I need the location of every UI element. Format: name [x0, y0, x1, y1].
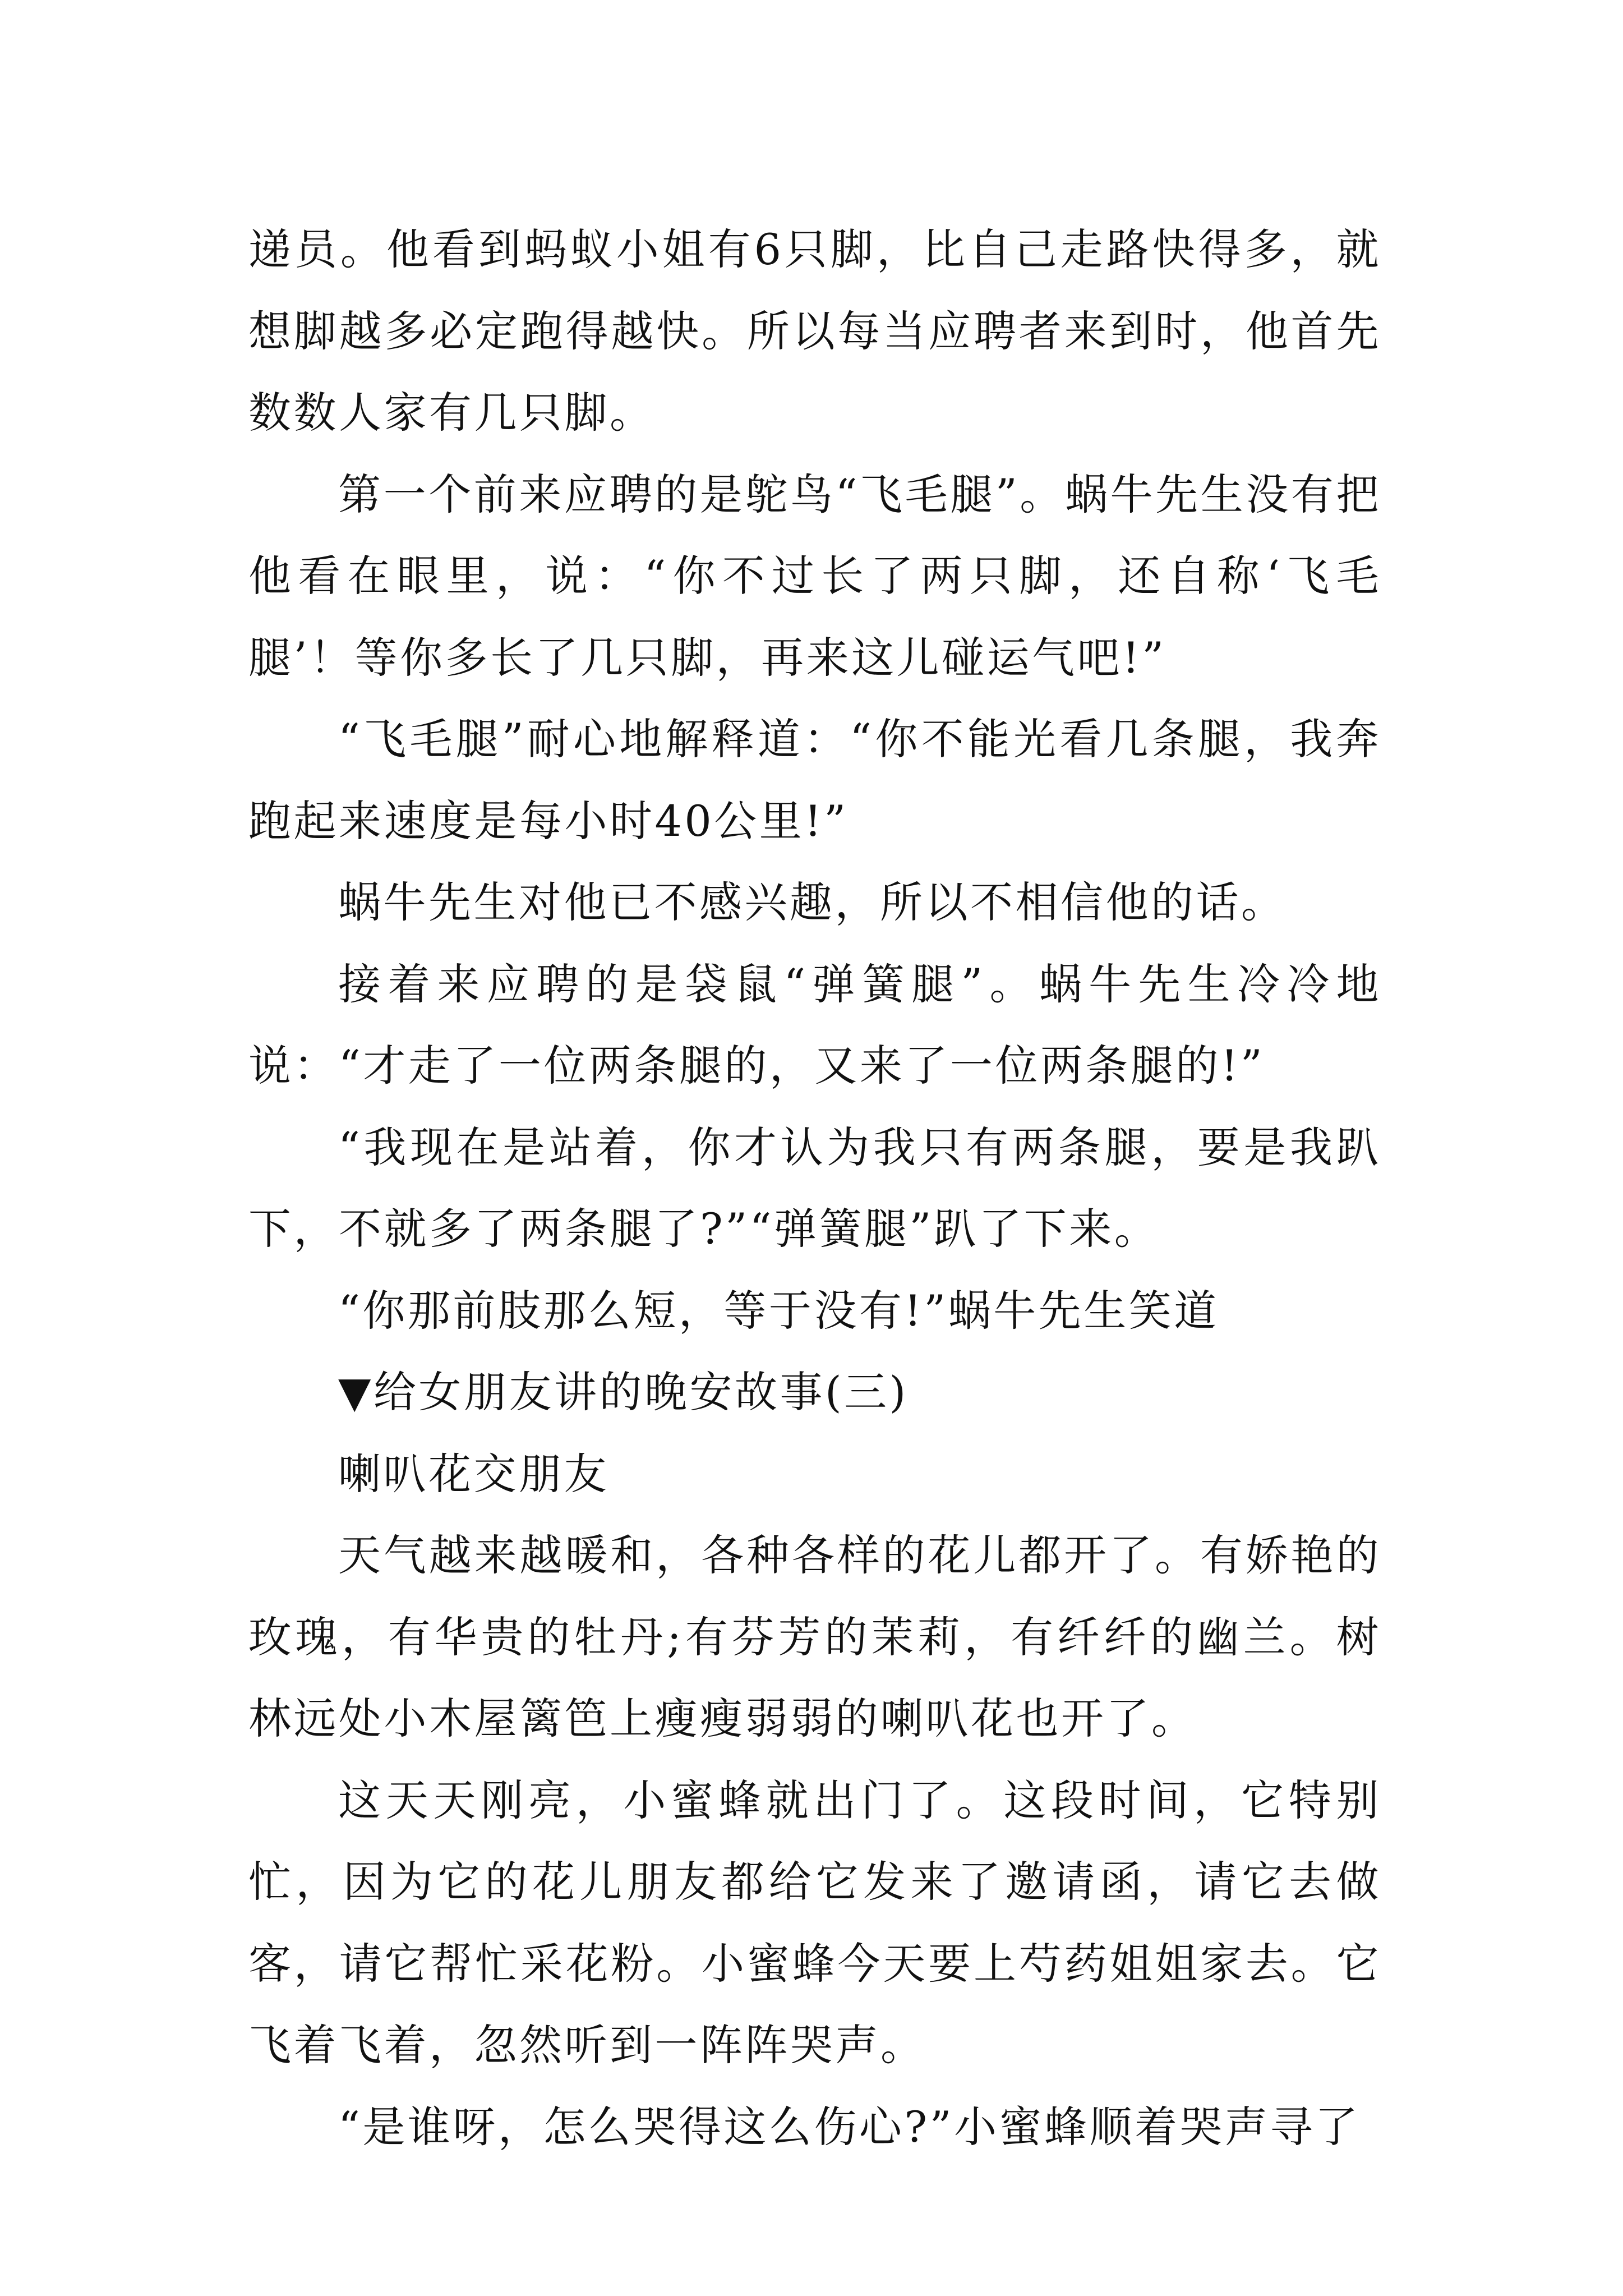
paragraph-kangaroo-applies: 接着来应聘的是袋鼠“弹簧腿”。蜗牛先生冷冷地说：“才走了一位两条腿的，又来了一位两条腿的!” — [248, 959, 1381, 1091]
story-text-block — [248, 209, 1381, 2168]
paragraph-who-is-crying: “是谁呀，怎么哭得这么伤心?”小蜜蜂顺着哭声寻了 — [338, 2101, 1361, 2152]
paragraph-flowers-bloom: 天气越来越暖和，各种各样的花儿都开了。有娇艳的玫瑰，有华贵的牡丹;有芬芳的茉莉，有纤纤的幽兰。树林远处小木屋篱笆上瘦瘦弱弱的喇叭花也开了。 — [248, 1530, 1381, 1743]
story-title: 喇叭花交朋友 — [338, 1448, 609, 1499]
paragraph-courier-hiring: 递员。他看到蚂蚁小姐有6只脚，比自己走路快得多，就想脚越多必定跑得越快。所以每当应聘者来到时，他首先数数人家有几只脚。 — [248, 224, 1381, 438]
paragraph-ostrich-applies: 第一个前来应聘的是鸵鸟“飞毛腿”。蜗牛先生没有把他看在眼里，说：“你不过长了两只脚，还自称‘飞毛腿’！等你多长了几只脚，再来这儿碰运气吧!” — [248, 469, 1381, 683]
paragraph-ostrich-explains: “飞毛腿”耐心地解释道：“你不能光看几条腿，我奔跑起来速度是每小时40公里!” — [248, 714, 1381, 846]
paragraph-kangaroo-lies-down: “我现在是站着，你才认为我只有两条腿，要是我趴下，不就多了两条腿了?”“弹簧腿”趴了下来。 — [248, 1122, 1381, 1254]
paragraph-snail-laughs: “你那前肢那么短，等于没有!”蜗牛先生笑道 — [338, 1285, 1219, 1336]
paragraph-bee-goes-out: 这天天刚亮，小蜜蜂就出门了。这段时间，它特别忙，因为它的花儿朋友都给它发来了邀请函，请它去做客，请它帮忙采花粉。小蜜蜂今天要上芍药姐姐家去。它飞着飞着，忽然听到一阵阵哭声。 — [248, 1775, 1381, 2070]
section-heading: ▼给女朋友讲的晚安故事(三) — [338, 1367, 909, 1417]
paragraph-snail-uninterested: 蜗牛先生对他已不感兴趣，所以不相信他的话。 — [338, 877, 1287, 927]
